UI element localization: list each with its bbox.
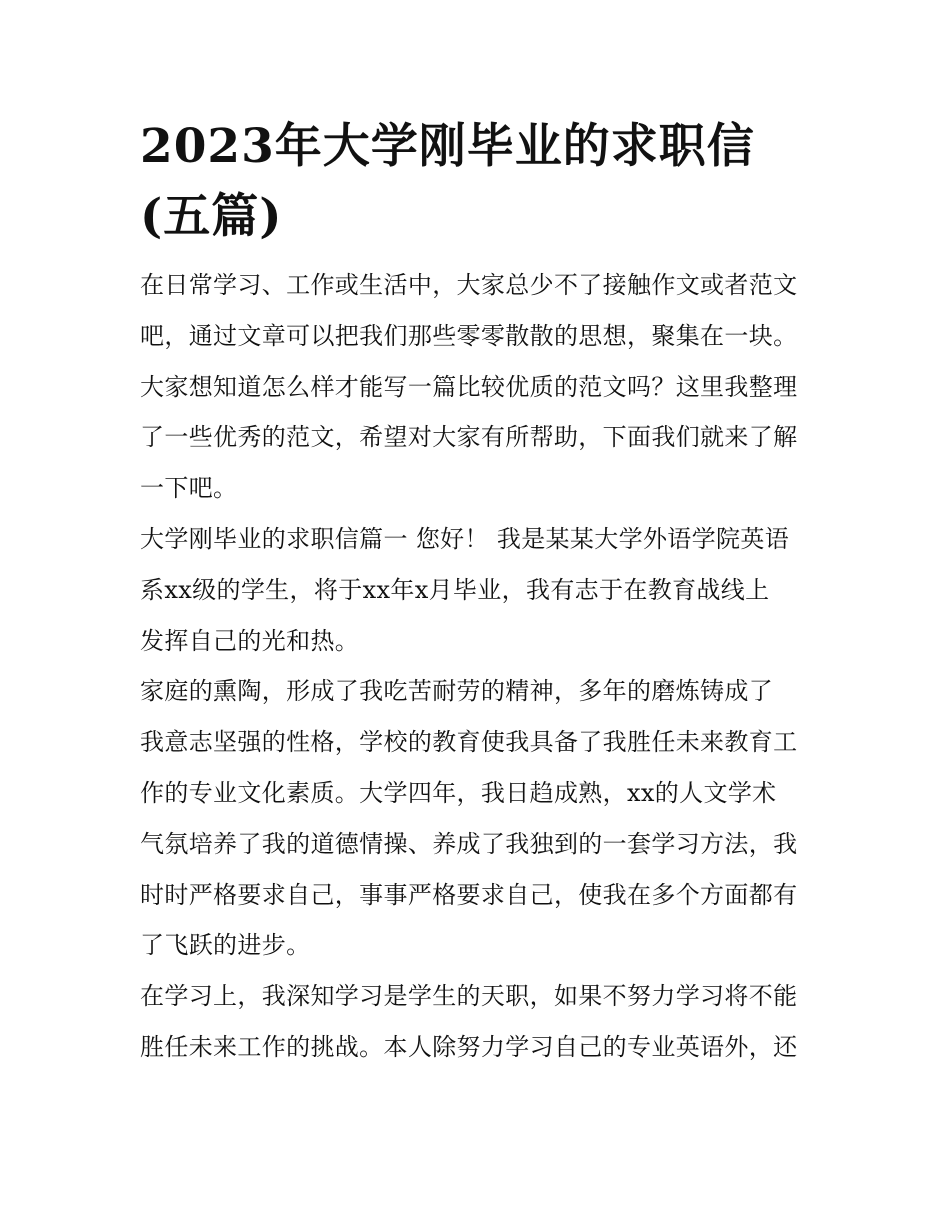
text-line: 了飞跃的进步。 — [140, 931, 311, 960]
text-line: 大家想知道怎么样才能写一篇比较优质的范文吗？这里我整理 — [140, 372, 798, 401]
text-line: 气氛培养了我的道德情操、养成了我独到的一套学习方法，我 — [140, 829, 798, 858]
text-line: 一下吧。 — [140, 474, 238, 503]
paragraph-study — [140, 971, 820, 1073]
document-page — [140, 112, 820, 1073]
text-line: 我意志坚强的性格，学校的教育使我具备了我胜任未来教育工 — [140, 728, 798, 757]
text-line: 时时严格要求自己，事事严格要求自己，使我在多个方面都有 — [140, 880, 798, 909]
title-line: 2023年大学刚毕业的求职信 — [140, 119, 755, 174]
title-line: (五篇) — [140, 189, 283, 244]
text-line: 吧，通过文章可以把我们那些零零散散的思想，聚集在一块。 — [140, 321, 798, 350]
text-line: 在日常学习、工作或生活中，大家总少不了接触作文或者范文 — [140, 271, 798, 299]
paragraph-intro — [140, 260, 820, 514]
document-body — [140, 260, 820, 1073]
text-line: 系xx级的学生，将于xx年x月毕业，我有志于在教育战线上 — [140, 575, 770, 604]
paragraph-letter-one-opening — [140, 514, 820, 666]
text-line: 胜任未来工作的挑战。本人除努力学习自己的专业英语外，还 — [140, 1032, 798, 1061]
text-line: 了一些优秀的范文，希望对大家有所帮助，下面我们就来了解 — [140, 423, 798, 452]
text-line: 在学习上，我深知学习是学生的天职，如果不努力学习将不能 — [140, 982, 798, 1011]
paragraph-background — [140, 666, 820, 971]
text-line: 发挥自己的光和热。 — [140, 626, 360, 655]
document-title — [140, 112, 820, 252]
text-line: 作的专业文化素质。大学四年，我日趋成熟，xx的人文学术 — [140, 778, 777, 807]
text-line: 大学刚毕业的求职信篇一 您好！ 我是某某大学外语学院英语 — [140, 524, 790, 553]
text-line: 家庭的熏陶，形成了我吃苦耐劳的精神，多年的磨炼铸成了 — [140, 677, 774, 706]
